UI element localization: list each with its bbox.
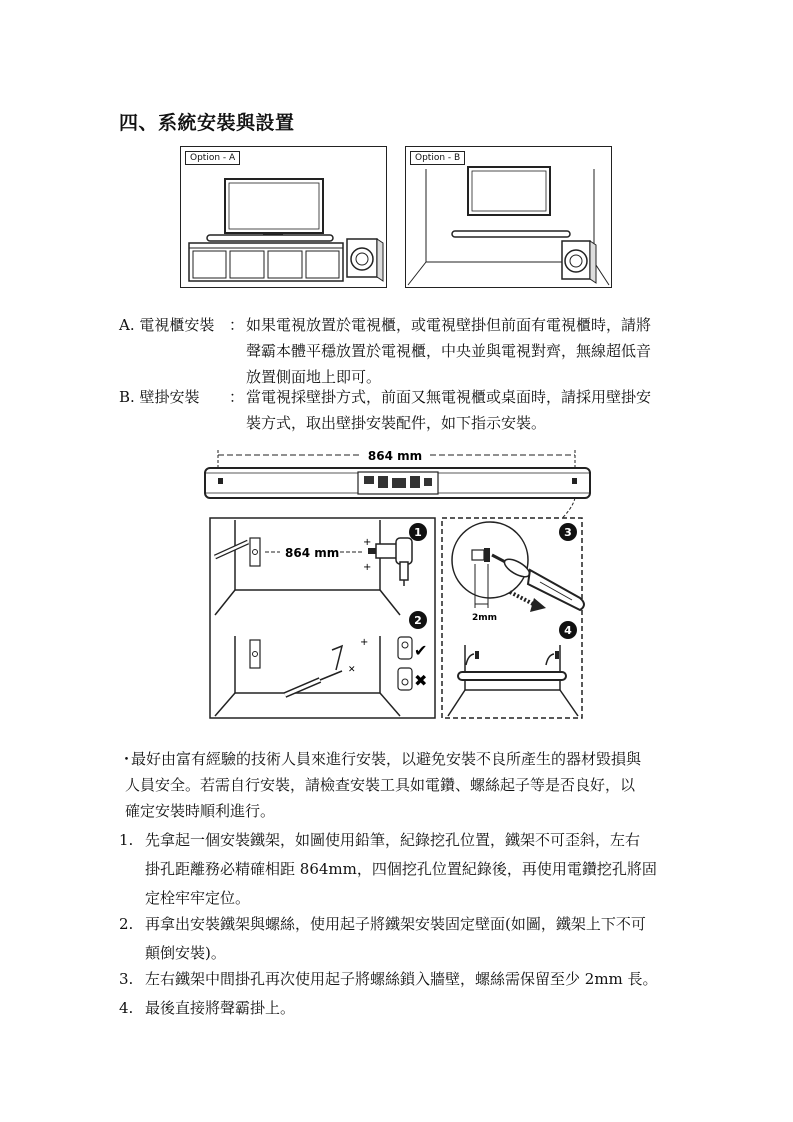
option-b-label: Option - B — [410, 151, 465, 165]
step-number-1: 1 — [414, 526, 422, 539]
bullet-line: 確定安裝時順利進行。 — [125, 802, 276, 820]
option-b-drawing — [406, 147, 611, 287]
incorrect-orientation-icon: ✖ — [414, 671, 428, 690]
correct-orientation-icon: ✔ — [414, 641, 428, 660]
step1-distance-label: 864 mm — [285, 546, 340, 560]
svg-text:+: + — [360, 637, 369, 648]
section-heading: 四、系統安裝與設置 — [119, 112, 295, 134]
step-number-2: 2 — [414, 614, 422, 627]
mount-a-description — [246, 312, 676, 390]
mount-b-description — [246, 384, 676, 436]
step-3-number: 3. — [119, 970, 134, 988]
mount-b-label: B. 壁掛安裝 — [119, 388, 200, 406]
mount-b-line: 當電視採壁掛方式，前面又無電視櫃或桌面時，請採用壁掛安 — [246, 388, 652, 406]
safety-note — [119, 746, 679, 824]
step-3-text — [145, 966, 675, 993]
option-b-illustration — [405, 146, 612, 288]
gap-label: 2mm — [472, 613, 498, 623]
mount-a-label: A. 電視櫃安裝 — [119, 316, 215, 334]
step-line: 掛孔距離務必精確相距 864mm，四個挖孔位置紀錄後，再使用電鑽挖孔將固 — [145, 860, 657, 878]
steps-3-4-panel — [442, 518, 582, 718]
option-a-drawing — [181, 147, 386, 287]
step-line: 顛倒安裝)。 — [145, 944, 226, 962]
step-line: 定栓牢牢定位。 — [145, 889, 251, 907]
bullet-line: 人員安全。若需自行安裝，請檢查安裝工具如電鑽、螺絲起子等是否良好，以 — [125, 776, 636, 794]
bullet-mark: ・ — [119, 750, 135, 768]
svg-text:✕: ✕ — [348, 665, 356, 675]
step-line: 再拿出安裝鐵架與螺絲，使用起子將鐵架安裝固定壁面(如圖，鐵架上下不可 — [145, 915, 646, 933]
wall-mount-diagram — [200, 440, 595, 725]
step-line: 左右鐵架中間掛孔再次使用起子將螺絲鎖入牆壁，螺絲需保留至少 2mm 長。 — [145, 970, 658, 988]
bracket-left — [250, 538, 260, 566]
step-line: 先拿起一個安裝鐵架，如圖使用鉛筆，紀錄挖孔位置，鐵架不可歪斜，左右 — [145, 831, 641, 849]
mount-a-line: 如果電視放置於電視櫃，或電視壁掛但前面有電視櫃時，請將 — [246, 316, 652, 334]
bracket-mounted — [250, 640, 260, 668]
mount-a-colon: ： — [229, 316, 245, 334]
step-1-number: 1. — [119, 831, 134, 849]
step-number-3: 3 — [564, 526, 572, 539]
soundbar-mounted — [458, 672, 566, 680]
step-2-text — [145, 911, 675, 967]
mount-a-line: 放置側面地上即可。 — [246, 368, 382, 386]
mount-b-colon: ： — [229, 388, 245, 406]
step-2-number: 2. — [119, 915, 134, 933]
step-4-number: 4. — [119, 999, 134, 1017]
svg-text:+: + — [363, 537, 372, 548]
step-number-4: 4 — [564, 624, 572, 637]
step-line: 最後直接將聲霸掛上。 — [145, 999, 296, 1017]
mount-a-line: 聲霸本體平穩放置於電視櫃，中央並與電視對齊，無線超低音 — [246, 342, 652, 360]
svg-text:+: + — [363, 562, 372, 573]
option-a-label: Option - A — [185, 151, 240, 165]
option-a-illustration — [180, 146, 387, 288]
mount-b-line: 裝方式，取出壁掛安裝配件，如下指示安裝。 — [246, 414, 547, 432]
bullet-line: 最好由富有經驗的技術人員來進行安裝，以避免安裝不良所產生的器材毀損與 — [131, 750, 642, 768]
width-dimension-label: 864 mm — [367, 449, 423, 463]
step-4-text — [145, 995, 675, 1022]
step-1-text — [145, 827, 675, 912]
